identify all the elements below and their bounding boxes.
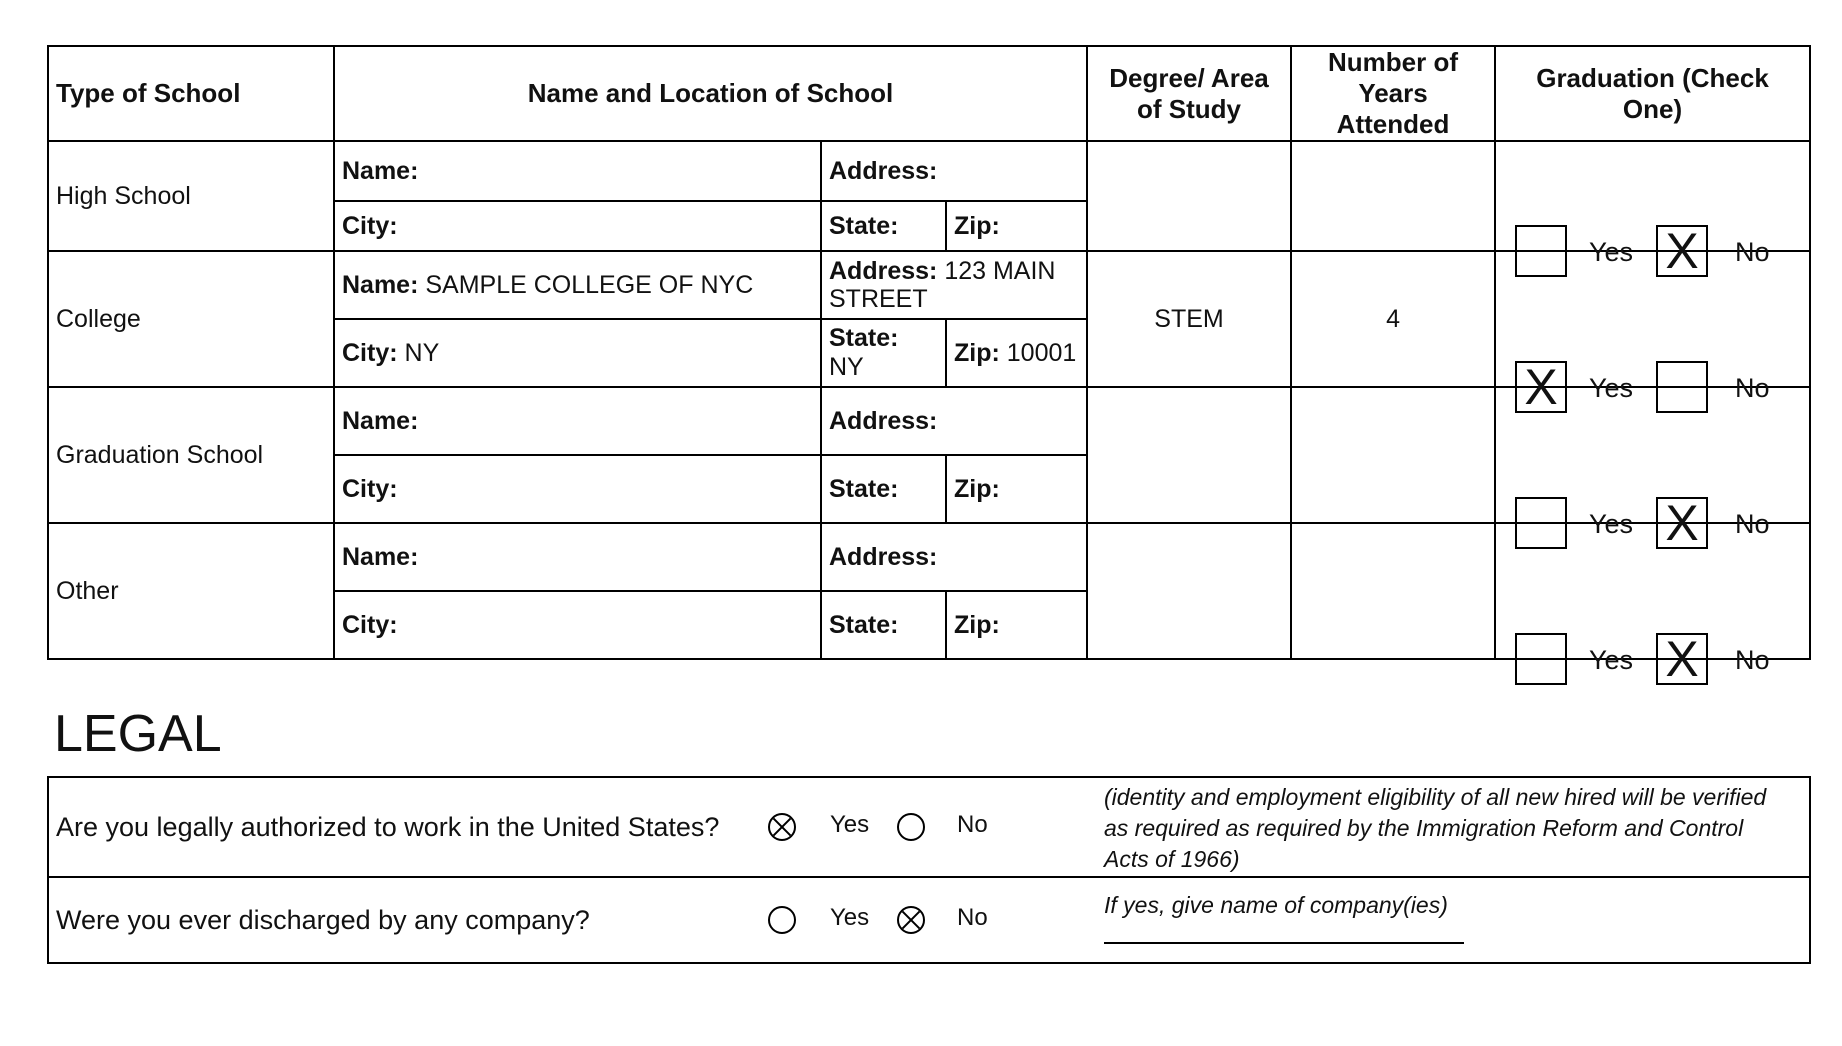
legal-note-cell (1092, 777, 1810, 877)
zip-label: Zip: (954, 610, 1000, 639)
legal-no-label: No (957, 904, 988, 931)
school-type-label: Graduation School (48, 387, 334, 523)
header-name-location: Name and Location of School (334, 46, 1087, 141)
name-label: Name: (342, 542, 419, 571)
legal-answer-group (760, 877, 1092, 963)
legal-no-radio[interactable] (897, 906, 925, 934)
school-name-value: SAMPLE COLLEGE OF NYC (425, 270, 754, 299)
legal-rows (48, 777, 1810, 963)
legal-yes-label: Yes (830, 904, 870, 931)
header-degree: Degree/ Area of Study (1087, 46, 1291, 141)
school-state-field[interactable] (821, 455, 946, 523)
degree-field[interactable] (1087, 523, 1291, 659)
years-field[interactable]: 4 (1291, 251, 1495, 387)
school-city-field[interactable] (334, 319, 821, 387)
legal-question: Were you ever discharged by any company? (48, 877, 760, 963)
legal-section-title: LEGAL (54, 705, 222, 763)
years-field[interactable] (1291, 141, 1495, 251)
education-row (48, 141, 1810, 201)
address-label: Address: (829, 543, 938, 571)
school-address-field[interactable] (821, 141, 1087, 201)
company-name-blank[interactable] (1104, 922, 1464, 944)
degree-field[interactable] (1087, 387, 1291, 523)
graduation-no-label: No (1735, 645, 1770, 675)
school-city-field[interactable] (334, 455, 821, 523)
legal-no-radio[interactable] (897, 813, 925, 841)
legal-yes-radio[interactable] (768, 813, 796, 841)
school-zip-field[interactable] (946, 201, 1087, 251)
city-label: City: (342, 474, 398, 503)
header-graduation: Graduation (Check One) (1495, 46, 1810, 141)
graduation-no-checkbox[interactable] (1656, 497, 1708, 549)
education-table (47, 45, 1811, 687)
legal-yes-label: Yes (830, 811, 870, 838)
legal-answer-group (760, 777, 1092, 877)
degree-field[interactable] (1087, 141, 1291, 251)
header-type-of-school: Type of School (48, 46, 334, 141)
school-state-value: NY (829, 353, 864, 381)
school-state-field[interactable] (821, 591, 946, 659)
legal-question: Are you legally authorized to work in the United States? (48, 777, 760, 877)
school-address-field[interactable] (821, 251, 1087, 319)
legal-no-label: No (957, 811, 988, 838)
graduation-checkboxes (1495, 141, 1810, 279)
graduation-no-label: No (1735, 237, 1770, 267)
school-city-value: NY (404, 338, 440, 367)
name-label: Name: (342, 156, 419, 185)
check-mark-yes: X (1524, 359, 1558, 415)
education-rows (48, 141, 1810, 687)
city-label: City: (342, 211, 398, 240)
legal-note: (identity and employment eligibility of all new hired will be verified as required as required by the Immigration Reform and Control Acts of 1966) (1104, 783, 1767, 872)
graduation-yes-checkbox[interactable] (1515, 225, 1567, 277)
city-label: City: (342, 338, 398, 367)
state-label: State: (829, 610, 899, 639)
years-field[interactable] (1291, 387, 1495, 523)
name-label: Name: (342, 406, 419, 435)
address-label: Address: (829, 257, 938, 285)
city-label: City: (342, 610, 398, 639)
state-label: State: (829, 211, 899, 240)
graduation-no-checkbox[interactable] (1656, 225, 1708, 277)
zip-label: Zip: (954, 338, 1000, 367)
school-address-field[interactable] (821, 523, 1087, 591)
graduation-yes-label: Yes (1589, 645, 1634, 675)
school-zip-value: 10001 (1006, 338, 1077, 367)
zip-label: Zip: (954, 211, 1000, 240)
school-type-label: College (48, 251, 334, 387)
school-state-field[interactable] (821, 319, 946, 387)
check-mark-no: X (1665, 495, 1699, 551)
legal-yes-radio[interactable] (768, 906, 796, 934)
graduation-no-checkbox[interactable] (1656, 633, 1708, 685)
graduation-yes-label: Yes (1589, 509, 1634, 539)
graduation-no-checkbox[interactable] (1656, 361, 1708, 413)
school-zip-field[interactable] (946, 455, 1087, 523)
school-zip-field[interactable] (946, 319, 1087, 387)
graduation-yes-label: Yes (1589, 237, 1634, 267)
address-label: Address: (829, 407, 938, 435)
school-type-label: Other (48, 523, 334, 659)
school-state-field[interactable] (821, 201, 946, 251)
legal-note: If yes, give name of company(ies) (1104, 892, 1448, 918)
school-zip-field[interactable] (946, 591, 1087, 659)
header-years: Number of Years Attended (1291, 46, 1495, 141)
degree-field[interactable]: STEM (1087, 251, 1291, 387)
legal-question-row (48, 877, 1810, 963)
graduation-yes-checkbox[interactable] (1515, 633, 1567, 685)
state-label: State: (829, 324, 899, 352)
school-city-field[interactable] (334, 591, 821, 659)
check-mark-no: X (1665, 631, 1699, 687)
legal-note-cell (1092, 877, 1810, 963)
address-label: Address: (829, 157, 938, 185)
graduation-yes-label: Yes (1589, 373, 1634, 403)
check-mark-no: X (1665, 223, 1699, 279)
name-label: Name: (342, 270, 419, 299)
graduation-yes-checkbox[interactable] (1515, 497, 1567, 549)
school-name-field[interactable] (334, 251, 821, 319)
school-type-label: High School (48, 141, 334, 251)
school-address-value: 123 MAIN STREET (829, 257, 1056, 313)
legal-question-row (48, 777, 1810, 877)
graduation-no-label: No (1735, 509, 1770, 539)
school-address-field[interactable] (821, 387, 1087, 455)
graduation-no-label: No (1735, 373, 1770, 403)
school-name-field[interactable] (334, 387, 821, 455)
state-label: State: (829, 474, 899, 503)
graduation-yes-checkbox[interactable] (1515, 361, 1567, 413)
school-name-field[interactable] (334, 141, 821, 201)
years-field[interactable] (1291, 523, 1495, 659)
school-name-field[interactable] (334, 523, 821, 591)
zip-label: Zip: (954, 474, 1000, 503)
legal-table (47, 776, 1811, 964)
school-city-field[interactable] (334, 201, 821, 251)
